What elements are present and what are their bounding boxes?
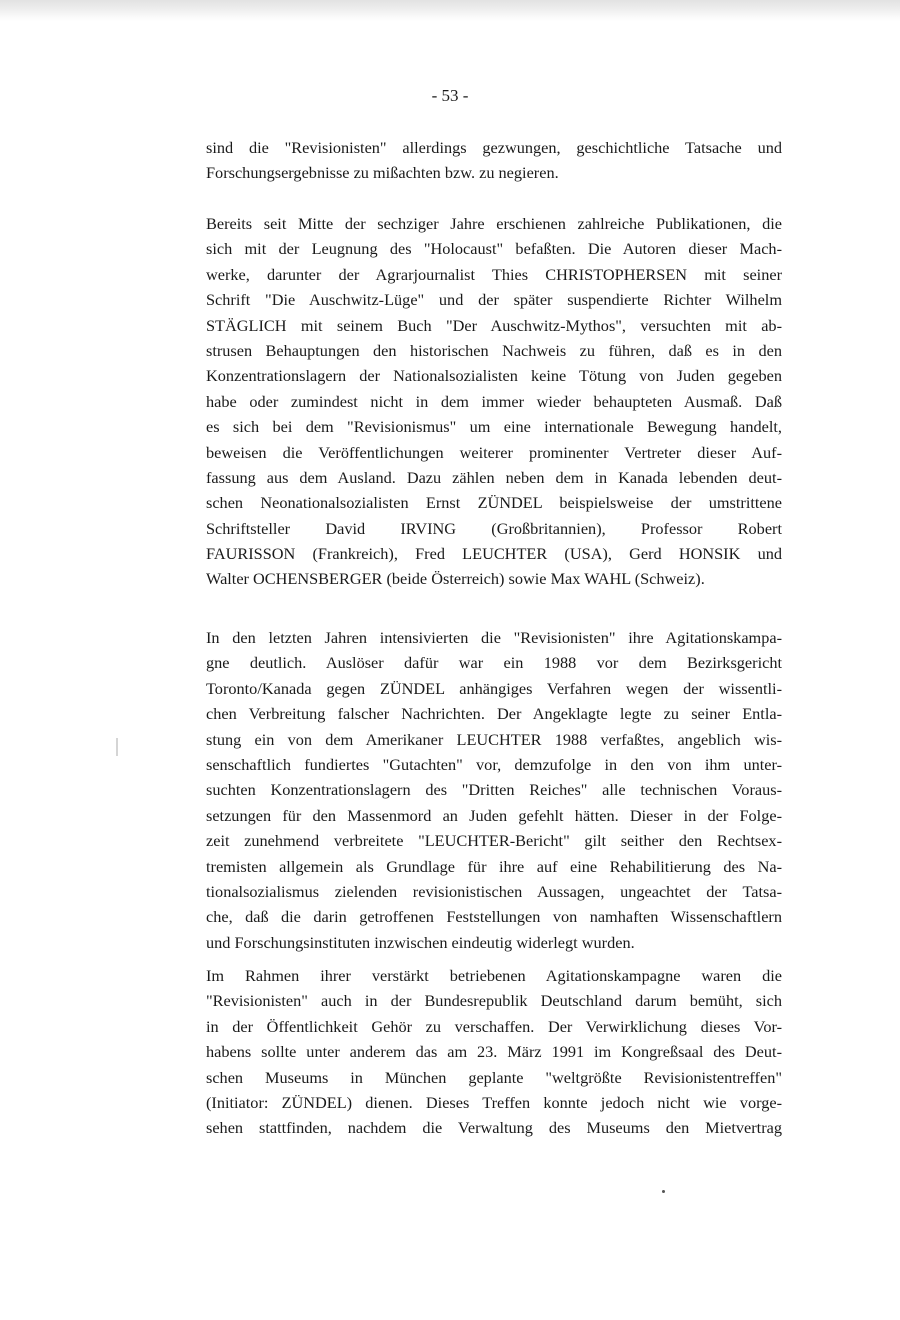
text-line: beweisen die Veröffentlichungen weiterer prominenter Vertreter dieser Auf- xyxy=(206,442,782,462)
text-line: Toronto/Kanada gegen ZÜNDEL anhängiges Verfahren wegen der wissentli- xyxy=(206,678,782,698)
text-line: Schrift "Die Auschwitz-Lüge" und der später suspendierte Richter Wilhelm xyxy=(206,290,782,310)
paragraph-3 xyxy=(206,625,782,955)
text-line: stung ein von dem Amerikaner LEUCHTER 1988 verfaßtes, angeblich wis- xyxy=(206,729,782,749)
text-line: FAURISSON (Frankreich), Fred LEUCHTER (USA), Gerd HONSIK und xyxy=(206,544,782,564)
text-line: schen Museums in München geplante "weltgrößte Revisionistentreffen" xyxy=(206,1067,782,1087)
text-line: Walter OCHENSBERGER (beide Österreich) sowie Max WAHL (Schweiz). xyxy=(206,569,705,589)
text-line: senschaftlich fundiertes "Gutachten" vor, demzufolge in den von ihm unter- xyxy=(206,754,782,774)
text-line: sich mit der Leugnung des "Holocaust" befaßten. Die Autoren dieser Mach- xyxy=(206,239,782,259)
text-line: zeit zunehmend verbreitete "LEUCHTER-Bericht" gilt seither den Rechtsex- xyxy=(206,831,782,851)
text-line: in der Öffentlichkeit Gehör zu verschaffen. Der Verwirklichung dieses Vor- xyxy=(206,1016,782,1036)
paragraph-1 xyxy=(206,135,782,186)
text-line: STÄGLICH mit seinem Buch "Der Auschwitz-Mythos", versuchten mit ab- xyxy=(206,315,782,335)
text-line: In den letzten Jahren intensivierten die "Revisionisten" ihre Agitationskampa- xyxy=(206,628,782,647)
text-line: chen Verbreitung falscher Nachrichten. Der Angeklagte legte zu seiner Entla- xyxy=(206,704,782,724)
text-line: Bereits seit Mitte der sechziger Jahre erschienen zahlreiche Publikationen, die xyxy=(206,214,782,233)
text-line: Im Rahmen ihrer verstärkt betriebenen Agitationskampagne waren die xyxy=(206,966,782,985)
text-line: setzungen für den Massenmord an Juden gefehlt hätten. Dieser in der Folge- xyxy=(206,805,782,825)
text-line: habens sollte unter anderem das am 23. März 1991 im Kongreßsaal des Deut- xyxy=(206,1042,782,1062)
text-line: gne deutlich. Auslöser dafür war ein 1988 vor dem Bezirksgericht xyxy=(206,653,782,673)
text-line: Schriftsteller David IRVING (Großbritannien), Professor Robert xyxy=(206,518,782,538)
text-line: Forschungsergebnisse zu mißachten bzw. zu negieren. xyxy=(206,163,559,183)
text-line: es sich bei dem "Revisionismus" um eine internationale Bewegung handelt, xyxy=(206,417,782,437)
text-line: Konzentrationslagern der Nationalsozialisten keine Tötung von Juden gegeben xyxy=(206,366,782,386)
text-line: sind die "Revisionisten" allerdings gezwungen, geschichtliche Tatsache und xyxy=(206,138,782,157)
scan-speck xyxy=(662,1190,665,1193)
text-line: und Forschungsinstituten inzwischen eindeutig widerlegt wurden. xyxy=(206,932,635,952)
text-line: habe oder zumindest nicht in dem immer wieder behaupteten Ausmaß. Daß xyxy=(206,391,782,411)
text-line: strusen Behauptungen den historischen Nachweis zu führen, daß es in den xyxy=(206,340,782,360)
paragraph-4 xyxy=(206,963,782,1141)
text-line: fassung aus dem Ausland. Dazu zählen neben dem in Kanada lebenden deut- xyxy=(206,467,782,487)
text-line: che, daß die darin getroffenen Feststellungen von namhaften Wissenschaftlern xyxy=(206,907,782,927)
text-line: suchten Konzentrationslagern des "Dritten Reiches" alle technischen Voraus- xyxy=(206,780,782,800)
scan-margin-mark xyxy=(116,738,118,756)
text-line: schen Neonationalsozialisten Ernst ZÜNDEL beispielsweise der umstrittene xyxy=(206,493,782,513)
scan-top-edge xyxy=(0,0,900,22)
text-line: sehen stattfinden, nachdem die Verwaltung des Museums den Mietvertrag xyxy=(206,1118,782,1138)
text-line: tionalsozialismus zielenden revisionistischen Aussagen, ungeachtet der Tatsa- xyxy=(206,881,782,901)
text-line: (Initiator: ZÜNDEL) dienen. Dieses Treffen konnte jedoch nicht wie vorge- xyxy=(206,1092,782,1112)
text-line: werke, darunter der Agrarjournalist Thies CHRISTOPHERSEN mit seiner xyxy=(206,264,782,284)
page-number: - 53 - xyxy=(431,86,469,105)
paragraph-2 xyxy=(206,211,782,592)
text-line: "Revisionisten" auch in der Bundesrepublik Deutschland darum bemüht, sich xyxy=(206,991,782,1011)
text-line: tremisten allgemein als Grundlage für ihre auf eine Rehabilitierung des Na- xyxy=(206,856,782,876)
